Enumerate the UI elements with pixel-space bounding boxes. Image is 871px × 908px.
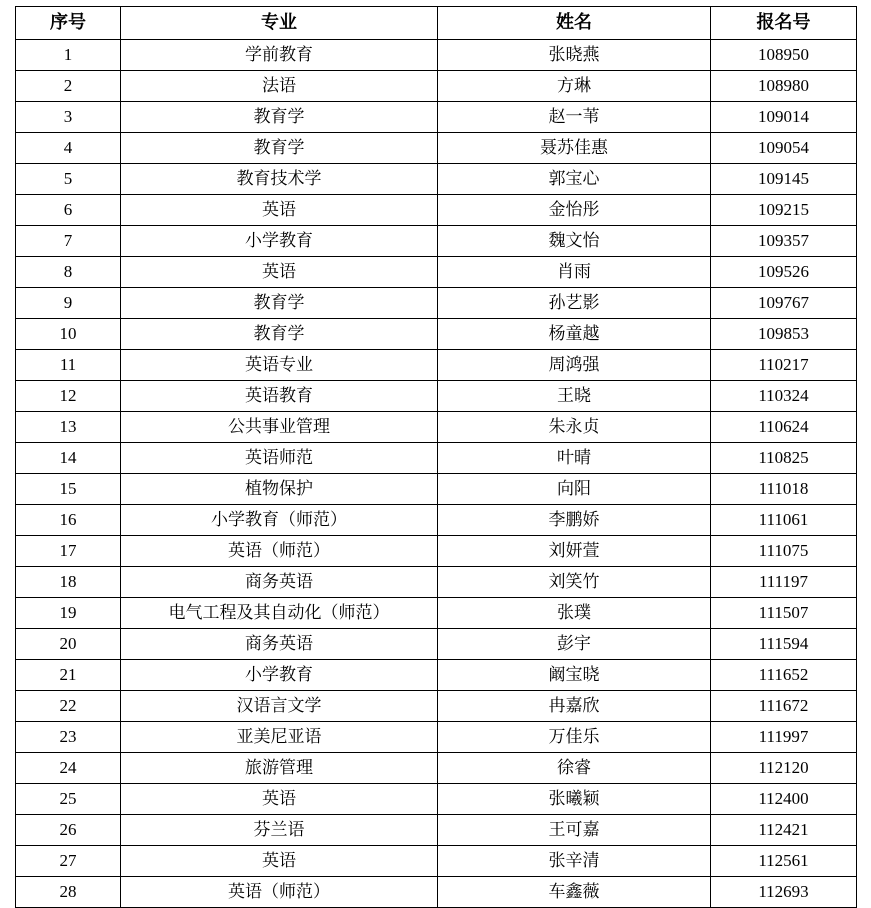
cell-id: 109357 bbox=[711, 226, 857, 257]
cell-id: 112693 bbox=[711, 877, 857, 908]
cell-major: 英语 bbox=[121, 784, 438, 815]
cell-id: 109054 bbox=[711, 133, 857, 164]
table-row bbox=[16, 660, 857, 691]
cell-name: 周鸿强 bbox=[438, 350, 711, 381]
cell-index: 13 bbox=[16, 412, 121, 443]
table-row bbox=[16, 505, 857, 536]
cell-name: 王可嘉 bbox=[438, 815, 711, 846]
cell-index: 16 bbox=[16, 505, 121, 536]
cell-major: 商务英语 bbox=[121, 567, 438, 598]
cell-index: 26 bbox=[16, 815, 121, 846]
cell-index: 6 bbox=[16, 195, 121, 226]
table-row bbox=[16, 443, 857, 474]
cell-name: 金怡彤 bbox=[438, 195, 711, 226]
cell-major: 英语 bbox=[121, 195, 438, 226]
cell-major: 英语 bbox=[121, 257, 438, 288]
cell-name: 聂苏佳惠 bbox=[438, 133, 711, 164]
cell-id: 111018 bbox=[711, 474, 857, 505]
cell-name: 朱永贞 bbox=[438, 412, 711, 443]
cell-name: 杨童越 bbox=[438, 319, 711, 350]
table-row bbox=[16, 164, 857, 195]
cell-major: 小学教育 bbox=[121, 660, 438, 691]
cell-id: 109853 bbox=[711, 319, 857, 350]
table-row bbox=[16, 815, 857, 846]
cell-major: 小学教育（师范） bbox=[121, 505, 438, 536]
cell-index: 2 bbox=[16, 71, 121, 102]
cell-name: 肖雨 bbox=[438, 257, 711, 288]
cell-id: 110825 bbox=[711, 443, 857, 474]
cell-index: 11 bbox=[16, 350, 121, 381]
table-row bbox=[16, 536, 857, 567]
table-row bbox=[16, 753, 857, 784]
cell-name: 车鑫薇 bbox=[438, 877, 711, 908]
cell-index: 4 bbox=[16, 133, 121, 164]
table-row bbox=[16, 350, 857, 381]
cell-id: 112120 bbox=[711, 753, 857, 784]
cell-id: 108980 bbox=[711, 71, 857, 102]
cell-index: 7 bbox=[16, 226, 121, 257]
cell-name: 李鹏娇 bbox=[438, 505, 711, 536]
cell-name: 王晓 bbox=[438, 381, 711, 412]
cell-index: 17 bbox=[16, 536, 121, 567]
table-header-row bbox=[16, 7, 857, 40]
cell-index: 3 bbox=[16, 102, 121, 133]
cell-major: 汉语言文学 bbox=[121, 691, 438, 722]
table-row bbox=[16, 102, 857, 133]
cell-id: 112561 bbox=[711, 846, 857, 877]
column-header-major: 专业 bbox=[121, 7, 438, 40]
cell-major: 商务英语 bbox=[121, 629, 438, 660]
cell-id: 109767 bbox=[711, 288, 857, 319]
cell-major: 电气工程及其自动化（师范） bbox=[121, 598, 438, 629]
cell-index: 15 bbox=[16, 474, 121, 505]
cell-index: 23 bbox=[16, 722, 121, 753]
cell-major: 英语教育 bbox=[121, 381, 438, 412]
cell-major: 亚美尼亚语 bbox=[121, 722, 438, 753]
cell-id: 109145 bbox=[711, 164, 857, 195]
table-row bbox=[16, 474, 857, 505]
cell-index: 1 bbox=[16, 40, 121, 71]
table-row bbox=[16, 195, 857, 226]
cell-id: 111594 bbox=[711, 629, 857, 660]
table-row bbox=[16, 567, 857, 598]
table-row bbox=[16, 846, 857, 877]
cell-id: 109014 bbox=[711, 102, 857, 133]
cell-id: 111507 bbox=[711, 598, 857, 629]
table-row bbox=[16, 226, 857, 257]
cell-index: 19 bbox=[16, 598, 121, 629]
cell-index: 14 bbox=[16, 443, 121, 474]
table-row bbox=[16, 381, 857, 412]
cell-id: 112400 bbox=[711, 784, 857, 815]
cell-index: 24 bbox=[16, 753, 121, 784]
cell-id: 112421 bbox=[711, 815, 857, 846]
cell-name: 赵一苇 bbox=[438, 102, 711, 133]
cell-major: 教育学 bbox=[121, 102, 438, 133]
cell-major: 植物保护 bbox=[121, 474, 438, 505]
cell-name: 张曦颖 bbox=[438, 784, 711, 815]
cell-name: 万佳乐 bbox=[438, 722, 711, 753]
cell-id: 111197 bbox=[711, 567, 857, 598]
cell-name: 张辛清 bbox=[438, 846, 711, 877]
table-row bbox=[16, 133, 857, 164]
table-row bbox=[16, 288, 857, 319]
table-row bbox=[16, 629, 857, 660]
cell-name: 魏文怡 bbox=[438, 226, 711, 257]
cell-index: 27 bbox=[16, 846, 121, 877]
cell-name: 刘妍萱 bbox=[438, 536, 711, 567]
cell-id: 108950 bbox=[711, 40, 857, 71]
cell-id: 109526 bbox=[711, 257, 857, 288]
cell-name: 孙艺影 bbox=[438, 288, 711, 319]
cell-index: 8 bbox=[16, 257, 121, 288]
cell-name: 阚宝晓 bbox=[438, 660, 711, 691]
table-row bbox=[16, 257, 857, 288]
cell-name: 彭宇 bbox=[438, 629, 711, 660]
cell-name: 叶晴 bbox=[438, 443, 711, 474]
cell-id: 110624 bbox=[711, 412, 857, 443]
table-row bbox=[16, 598, 857, 629]
cell-index: 28 bbox=[16, 877, 121, 908]
cell-index: 9 bbox=[16, 288, 121, 319]
cell-index: 12 bbox=[16, 381, 121, 412]
cell-id: 111652 bbox=[711, 660, 857, 691]
table-row bbox=[16, 319, 857, 350]
cell-id: 109215 bbox=[711, 195, 857, 226]
table-row bbox=[16, 722, 857, 753]
cell-index: 22 bbox=[16, 691, 121, 722]
cell-index: 18 bbox=[16, 567, 121, 598]
cell-name: 刘笑竹 bbox=[438, 567, 711, 598]
column-header-name: 姓名 bbox=[438, 7, 711, 40]
cell-index: 21 bbox=[16, 660, 121, 691]
table-row bbox=[16, 877, 857, 908]
table-row bbox=[16, 691, 857, 722]
column-header-index: 序号 bbox=[16, 7, 121, 40]
cell-major: 英语专业 bbox=[121, 350, 438, 381]
cell-major: 教育学 bbox=[121, 133, 438, 164]
column-header-id: 报名号 bbox=[711, 7, 857, 40]
cell-major: 教育学 bbox=[121, 288, 438, 319]
cell-name: 冉嘉欣 bbox=[438, 691, 711, 722]
cell-id: 110324 bbox=[711, 381, 857, 412]
cell-id: 111075 bbox=[711, 536, 857, 567]
cell-major: 教育学 bbox=[121, 319, 438, 350]
cell-major: 英语（师范） bbox=[121, 877, 438, 908]
applicant-roster-table bbox=[15, 6, 857, 908]
cell-major: 英语（师范） bbox=[121, 536, 438, 567]
cell-id: 111997 bbox=[711, 722, 857, 753]
table-body bbox=[16, 40, 857, 908]
table-row bbox=[16, 784, 857, 815]
cell-id: 111672 bbox=[711, 691, 857, 722]
cell-id: 111061 bbox=[711, 505, 857, 536]
cell-name: 向阳 bbox=[438, 474, 711, 505]
cell-major: 英语 bbox=[121, 846, 438, 877]
cell-major: 旅游管理 bbox=[121, 753, 438, 784]
cell-name: 张晓燕 bbox=[438, 40, 711, 71]
cell-major: 法语 bbox=[121, 71, 438, 102]
cell-name: 徐睿 bbox=[438, 753, 711, 784]
cell-major: 小学教育 bbox=[121, 226, 438, 257]
cell-index: 20 bbox=[16, 629, 121, 660]
cell-name: 郭宝心 bbox=[438, 164, 711, 195]
cell-name: 方琳 bbox=[438, 71, 711, 102]
cell-index: 25 bbox=[16, 784, 121, 815]
table-row bbox=[16, 71, 857, 102]
cell-name: 张璞 bbox=[438, 598, 711, 629]
table-row bbox=[16, 40, 857, 71]
cell-index: 10 bbox=[16, 319, 121, 350]
cell-major: 公共事业管理 bbox=[121, 412, 438, 443]
cell-index: 5 bbox=[16, 164, 121, 195]
cell-major: 芬兰语 bbox=[121, 815, 438, 846]
table-row bbox=[16, 412, 857, 443]
table-header bbox=[16, 7, 857, 40]
cell-major: 教育技术学 bbox=[121, 164, 438, 195]
cell-major: 英语师范 bbox=[121, 443, 438, 474]
cell-major: 学前教育 bbox=[121, 40, 438, 71]
cell-id: 110217 bbox=[711, 350, 857, 381]
